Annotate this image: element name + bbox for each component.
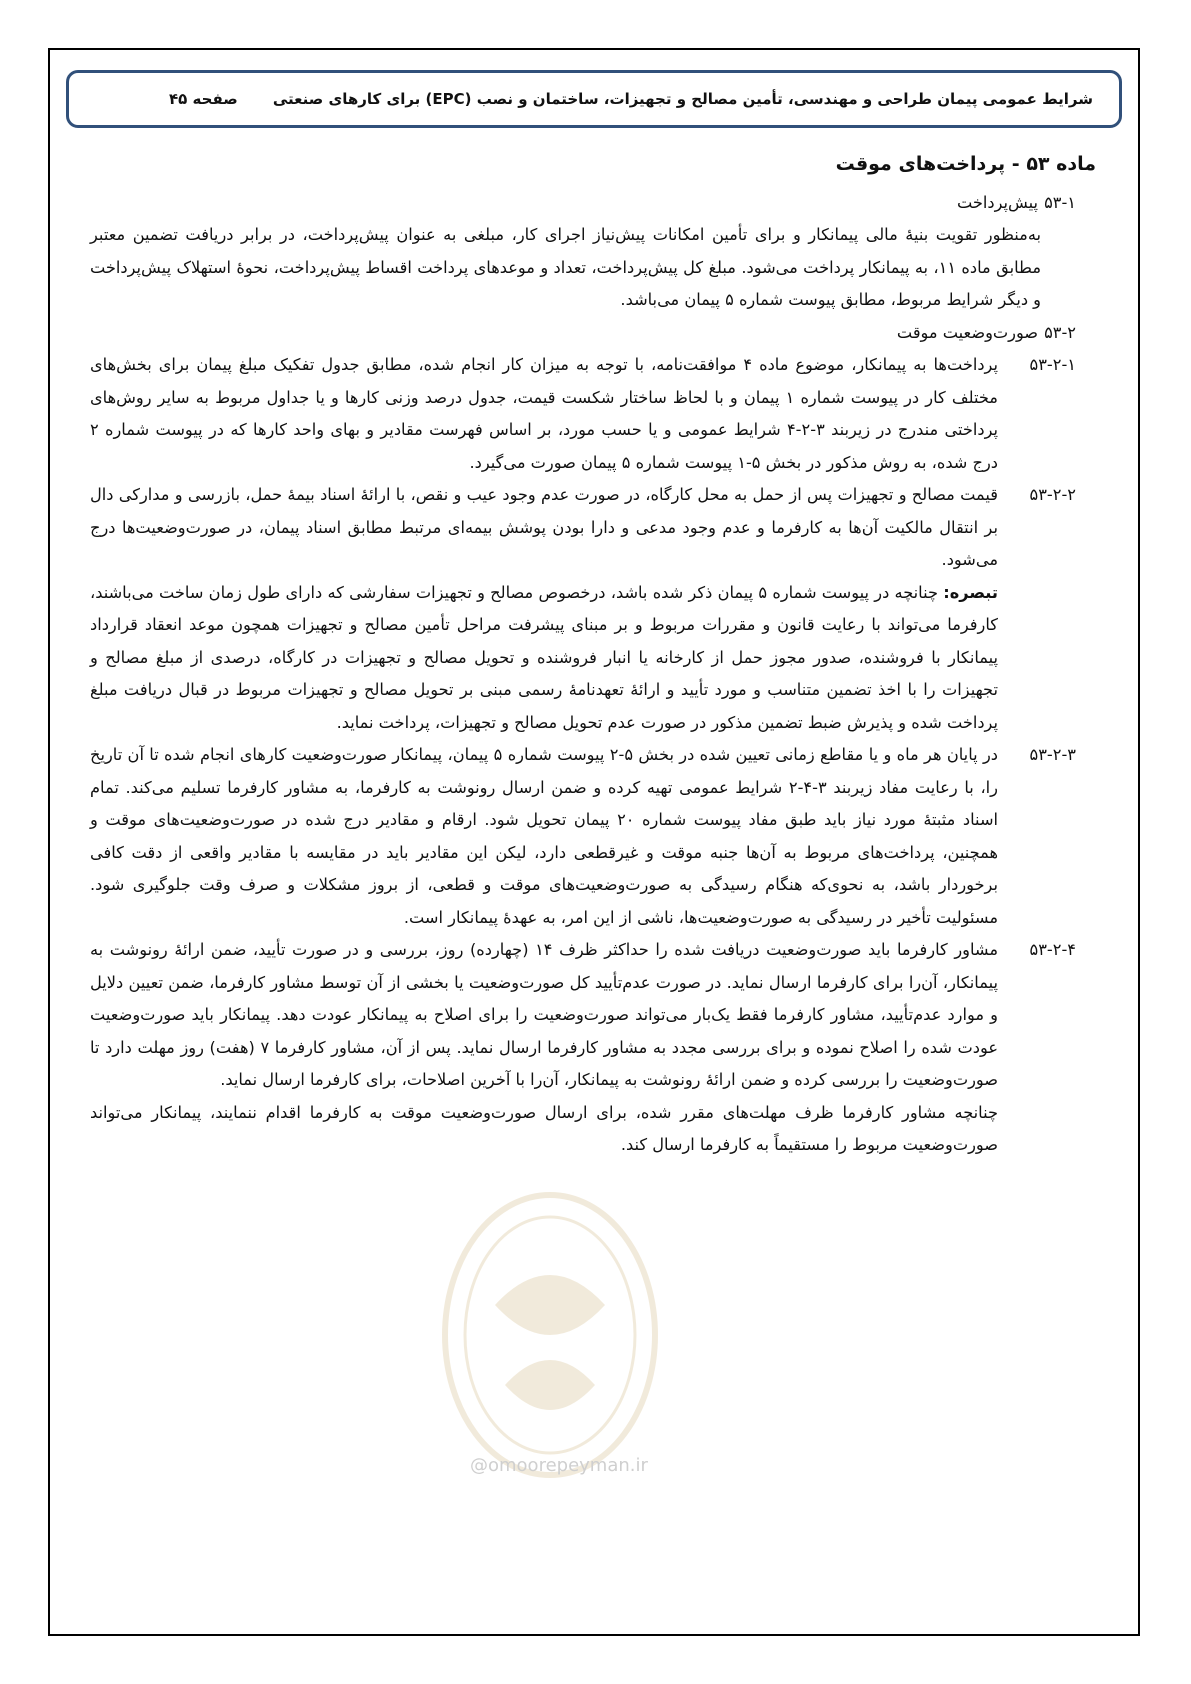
clause-text: مشاور کارفرما باید صورت‌وضعیت دریافت شده را حداکثر ظرف ۱۴ (چهارده) روز، بررسی و در صورت تأیید، ضمن ارائۀ رونوشت به پیمانکار، آن‌را برای کارفرما ارسال نماید. در صورت عدم‌تأیید کل صورت‌وضعیت یا بخشی از آن توسط مشاور کارفرما، ضمن تعیین دلایل و موارد عدم‌تأیید، مشاور کارفرما فقط یک‌بار می‌تواند صورت‌وضعیت را برای اصلاح به پیمانکار عودت دهد. پیمانکار باید صورت‌وضعیت عودت شده را اصلاح نموده و برای بررسی مجدد به مشاور کارفرما ارسال نماید. پس از آن، مشاور کارفرما ۷ (هفت) روز مهلت دارد تا صورت‌وضعیت را بررسی کرده و ضمن ارائۀ رونوشت به پیمانکار، آن‌را با آخرین اصلاحات، برای کارفرما ارسال نماید. xyxy=(90,940,998,1089)
clause-2-4 xyxy=(90,934,1076,1097)
header-title: شرایط عمومی پیمان طراحی و مهندسی، تأمین مصالح و تجهیزات، ساختمان و نصب (EPC) برای کارهای صنعتی xyxy=(272,90,1093,108)
article-title: ماده ۵۳ - پرداخت‌های موقت xyxy=(835,153,1096,175)
section-title: پیش‌پرداخت xyxy=(956,192,1039,212)
section-number: ۵۳-۱ xyxy=(1044,192,1076,212)
section-1-text: به‌منظور تقویت بنیۀ مالی پیمانکار و برای تأمین امکانات پیش‌نیاز اجرای کار، مبلغی به عنوان پیش‌پرداخت، در برابر دریافت تضمین معتبر مطابق ماده ۱۱، به پیمانکار پرداخت می‌شود. مبلغ کل پیش‌پرداخت، تعداد و موعدهای پرداخت اقساط پیش‌پرداخت، نحوۀ استهلاک پیش‌پرداخت و دیگر شرایط مربوط، مطابق پیوست شماره ۵ پیمان می‌باشد. xyxy=(90,225,1041,309)
section-2-heading xyxy=(90,317,1076,350)
clause-2-1 xyxy=(90,349,1076,479)
note-label: تبصره: xyxy=(943,582,998,602)
clause-text: پرداخت‌ها به پیمانکار، موضوع ماده ۴ موافقت‌نامه، با توجه به میزان کار انجام شده، مطابق جدول تفکیک مبلغ پیمان برای بخش‌های مختلف کار در پیوست شماره ۱ پیمان و با لحاظ ساختار شکست قیمت، جدول درصد وزنی کارها و یا جداول مربوط به سایر روش‌های پرداختی مندرج در زیربند ۳-۲-۴ شرایط عمومی و یا حسب مورد، بر اساس فهرست مقادیر و بهای واحد کارها که در پیوست شماره ۲ درج شده، به روش مذکور در بخش ۵-۱ پیوست شماره ۵ پیمان صورت می‌گیرد. xyxy=(90,355,999,472)
clause-number: ۵۳-۲-۳ xyxy=(1029,745,1076,764)
clause-2-3 xyxy=(90,739,1076,934)
section-title: صورت‌وضعیت موقت xyxy=(896,322,1039,342)
clause-text: قیمت مصالح و تجهیزات پس از حمل به محل کارگاه، در صورت عدم وجود عیب و نقص، با ارائۀ اسناد بیمۀ حمل، بازرسی و مدارکی دال بر انتقال مالکیت آن‌ها به کارفرما و عدم وجود مدعی و دارا بودن پوشش بیمه‌ای مرتبط مطابق اسناد پیمان، در صورت‌وضعیت‌ها درج می‌شود. xyxy=(90,485,998,569)
clause-number: ۵۳-۲-۱ xyxy=(1029,355,1076,374)
clause-number: ۵۳-۲-۴ xyxy=(1029,940,1076,959)
watermark-text: @omoorepeyman.ir xyxy=(470,1455,648,1476)
note-paragraph xyxy=(90,577,998,740)
document-body xyxy=(90,148,1096,1162)
final-paragraph: چنانچه مشاور کارفرما ظرف مهلت‌های مقرر شده، برای ارسال صورت‌وضعیت موقت به کارفرما اقدام ننمایند، پیمانکار می‌تواند صورت‌وضعیت مربوط را مستقیماً به کارفرما ارسال کند. xyxy=(90,1102,998,1154)
page-number: صفحه ۴۵ xyxy=(169,90,238,108)
page-header xyxy=(66,70,1122,128)
clause-number: ۵۳-۲-۲ xyxy=(1029,485,1076,504)
section-number: ۵۳-۲ xyxy=(1044,322,1076,342)
section-1-heading xyxy=(90,187,1076,220)
clause-2-2 xyxy=(90,479,1076,577)
note-text: چنانچه در پیوست شماره ۵ پیمان ذکر شده باشد، درخصوص مصالح و تجهیزات سفارشی که دارای طول زمان ساخت می‌باشند، کارفرما می‌تواند با رعایت قانون و مقررات مربوط و بر مبنای پیشرفت مراحل تأمین مصالح و تجهیزات همچون موعد انعقاد قرارداد پیمانکار با فروشنده، صدور مجوز حمل از کارخانه یا انبار فروشنده و تحویل مصالح و تجهیزات در کارگاه، درصدی از مبلغ مصالح و تجهیزات را با اخذ تضمین متناسب و مورد تأیید و ارائۀ تعهدنامۀ رسمی مبنی بر تحویل مصالح و تجهیزات مربوط در قبال دریافت مبلغ پرداخت شده و پذیرش ضبط تضمین مذکور در صورت عدم تحویل مصالح و تجهیزات، پرداخت نماید. xyxy=(90,582,998,732)
clause-text: در پایان هر ماه و یا مقاطع زمانی تعیین شده در بخش ۵-۲ پیوست شماره ۵ پیمان، پیمانکار صورت‌وضعیت کارهای انجام شده تا آن تاریخ را، با رعایت مفاد زیربند ۳-۴-۲ شرایط عمومی تهیه کرده و ضمن ارسال رونوشت به کارفرما، به مشاور کارفرما تسلیم می‌کند. تمام اسناد مثبتۀ مورد نیاز باید طبق مفاد پیوست شماره ۲۰ پیمان تحویل شود. ارقام و مقادیر درج شده در صورت‌وضعیت‌های موقت و همچنین، پرداخت‌های مربوط به آن‌ها جنبه موقت و غیرقطعی دارد، لیکن این مقادیر باید در مقایسه با مقادیر واقعی از دقت کافی برخوردار باشد، به نحوی‌که هنگام رسیدگی به صورت‌وضعیت‌های موقت و قطعی، از بروز مشکلات و صرف وقت جلوگیری شود. مسئولیت تأخیر در رسیدگی به صورت‌وضعیت‌ها، ناشی از این امر، به عهدۀ پیمانکار است. xyxy=(90,745,999,927)
